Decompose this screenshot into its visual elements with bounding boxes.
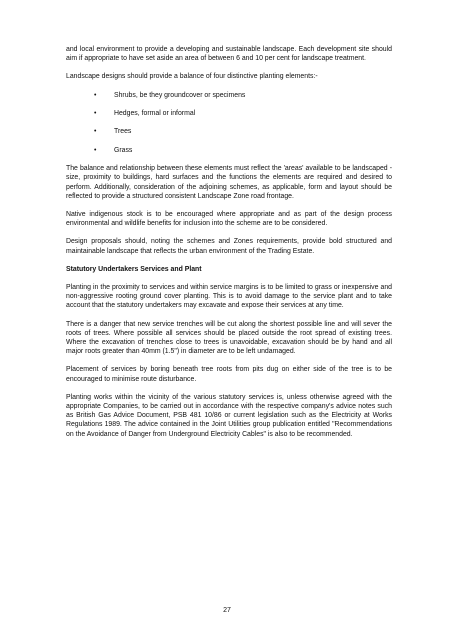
bullet-icon: • — [94, 146, 97, 154]
list-item-text: Grass — [114, 146, 133, 154]
bullet-icon: • — [94, 128, 97, 136]
list-item — [94, 127, 392, 136]
paragraph-balance: The balance and relationship between these elements must reflect the 'areas' available to be landscaped - size, proximity to buildings, hard surfaces and the functions the elements are required and desired to perform. Additionally, consideration of the adjoining schemes, as applicable, form and layout should be reflected to provide a structured consistent Landscape Zone road frontage. — [66, 165, 392, 200]
list-item — [94, 109, 392, 118]
paragraph-design-proposals: Design proposals should, noting the schemes and Zones requirements, provide bold structured and maintainable landscape that reflects the urban environment of the Trading Estate. — [66, 238, 392, 255]
section-heading: Statutory Undertakers Services and Plant — [66, 265, 202, 273]
list-item-text: Hedges, formal or informal — [114, 110, 196, 117]
paragraph-statutory-services: Planting works within the vicinity of the various statutory services is, unless otherwise agreed with the appropriate Companies, to be carried out in accordance with the respective company's advice notes such as British Gas Advice Document, PSB 481 10/86 or current legislation such as the Electricity at Works Regulations 1989. The advice contained in the Joint Utilities group publication entitled "Recommendations on the Avoidance of Danger from Underground Electricity Cables" is also to be recommended. — [66, 393, 392, 438]
paragraph-landscape-intro: and local environment to provide a developing and sustainable landscape. Each development site should aim if appropriate to have set aside an area of between 6 and 10 per cent for landscape treatment. — [66, 46, 392, 63]
paragraph-planting-elements: Landscape designs should provide a balance of four distinctive planting elements:- — [66, 73, 318, 81]
list-item — [94, 146, 392, 155]
paragraph-service-margins: Planting in the proximity to services and within service margins is to be limited to grass or inexpensive and non-aggressive rooting ground cover planting. This is to avoid damage to the service plant and to take account that the statutory undertakers may excavate and expose their services at any time. — [66, 284, 392, 310]
paragraph-service-trenches: There is a danger that new service trenches will be cut along the shortest possible line and will sever the roots of trees. Where possible all services should be placed outside the root spread of existing trees. Where the excavation of trenches close to trees is unavoidable, excavation should be by hand and all major roots greater than 40mm (1.5") in diameter are to be left undamaged. — [66, 320, 392, 356]
planting-elements-list — [66, 91, 392, 155]
list-item — [94, 91, 392, 100]
paragraph-boring: Placement of services by boring beneath tree roots from pits dug on either side of the tree is to be encouraged to minimise route disturbance. — [66, 366, 392, 383]
bullet-icon: • — [94, 91, 97, 99]
list-item-text: Shrubs, be they groundcover or specimens — [114, 91, 246, 99]
document-page — [66, 45, 392, 448]
page-number: 27 — [223, 607, 231, 614]
paragraph-native-stock: Native indigenous stock is to be encouraged where appropriate and as part of the design process environmental and wildlife benefits for inclusion into the scheme are to be considered. — [66, 210, 392, 228]
list-item-text: Trees — [114, 128, 132, 136]
bullet-icon: • — [94, 110, 97, 117]
